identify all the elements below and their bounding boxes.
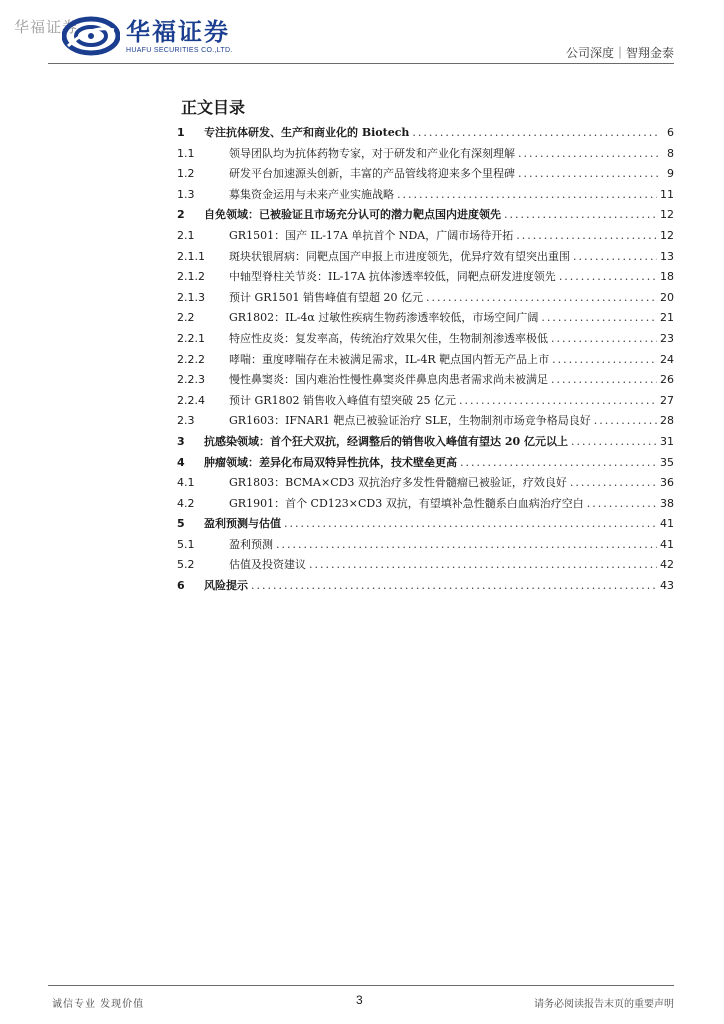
- toc-dot-leader: [309, 558, 657, 571]
- toc-entry[interactable]: [177, 474, 674, 495]
- toc-dot-leader: [459, 394, 657, 407]
- toc-entry-number: 2.2: [177, 311, 195, 325]
- toc-dot-leader: [559, 270, 657, 283]
- toc-entry-number: 4: [177, 455, 185, 469]
- toc-entry-number: 2.1.1: [177, 249, 205, 263]
- header-divider: [48, 63, 674, 64]
- toc-dot-leader: [397, 188, 657, 201]
- toc-entry-title[interactable]: 盈利预测与估值: [204, 517, 281, 531]
- toc-entry-page[interactable]: 41: [660, 517, 674, 531]
- toc-dot-leader: [504, 208, 657, 221]
- toc-entry-number: 5: [177, 517, 185, 531]
- toc-dot-leader: [460, 456, 657, 469]
- toc-entry-title[interactable]: GR1603：IFNAR1 靶点已被验证治疗 SLE，生物制剂市场竞争格局良好: [229, 414, 591, 428]
- toc-dot-leader: [570, 476, 657, 489]
- toc-dot-leader: [412, 126, 659, 139]
- toc-entry-title[interactable]: 斑块状银屑病：同靶点国产申报上市进度领先，优异疗效有望突出重围: [229, 249, 570, 263]
- toc-entry[interactable]: [177, 351, 674, 372]
- toc-dot-leader: [551, 332, 657, 345]
- toc-entry-number: 2.2.2: [177, 352, 205, 366]
- toc-entry-page[interactable]: 36: [660, 476, 674, 490]
- toc-entry-page[interactable]: 31: [660, 434, 674, 448]
- toc-entry-title[interactable]: 预计 GR1802 销售收入峰值有望突破 25 亿元: [229, 393, 457, 407]
- toc-entry-page[interactable]: 23: [660, 331, 674, 345]
- footer-divider: [48, 985, 674, 986]
- toc-entry[interactable]: [177, 577, 674, 598]
- swirl-logo-icon: [62, 16, 120, 56]
- toc-entry-page[interactable]: 13: [660, 249, 674, 263]
- toc-entry[interactable]: [177, 248, 674, 269]
- toc-entry-page[interactable]: 8: [667, 146, 674, 160]
- toc-entry-title[interactable]: 预计 GR1501 销售峰值有望超 20 亿元: [229, 290, 424, 304]
- page-number: 3: [356, 993, 363, 1007]
- toc-entry-title[interactable]: 专注抗体研发、生产和商业化的 Biotech: [204, 126, 410, 139]
- toc-entry-number: 5.2: [177, 558, 195, 572]
- toc-entry-title[interactable]: GR1901：首个 CD123×CD3 双抗，有望填补急性髓系白血病治疗空白: [229, 496, 584, 510]
- toc-dot-leader: [573, 250, 657, 263]
- toc-dot-leader: [551, 373, 657, 386]
- toc-entry-title[interactable]: 领导团队均为抗体药物专家，对于研发和产业化有深刻理解: [229, 146, 515, 160]
- toc-dot-leader: [284, 517, 657, 530]
- toc-entry[interactable]: [177, 371, 674, 392]
- toc-entry[interactable]: [177, 330, 674, 351]
- toc-entry-title[interactable]: 特应性皮炎：复发率高，传统治疗效果欠佳，生物制剂渗透率极低: [229, 331, 548, 345]
- logo-name-en: HUAFU SECURITIES CO.,LTD.: [126, 46, 233, 54]
- toc-title: 正文目录: [181, 98, 246, 117]
- toc-entry-title[interactable]: 盈利预测: [229, 537, 273, 551]
- toc-entry-number: 1.1: [177, 146, 195, 160]
- toc-entry-title[interactable]: GR1803：BCMA×CD3 双抗治疗多发性骨髓瘤已被验证，疗效良好: [229, 476, 567, 490]
- toc-entry-number: 1.2: [177, 167, 195, 181]
- toc-dot-leader: [571, 435, 657, 448]
- toc-entry[interactable]: [177, 206, 674, 227]
- toc-entry-number: 2.1.3: [177, 290, 205, 304]
- toc-dot-leader: [276, 538, 657, 551]
- toc-entry[interactable]: [177, 412, 674, 433]
- toc-entry-page[interactable]: 43: [660, 579, 674, 593]
- toc-dot-leader: [541, 311, 657, 324]
- toc-entry-number: 2.2.1: [177, 331, 205, 345]
- toc-entry-page[interactable]: 27: [660, 393, 674, 407]
- toc-entry-number: 5.1: [177, 537, 195, 551]
- toc-entry[interactable]: [177, 495, 674, 516]
- toc-entry[interactable]: [177, 556, 674, 577]
- toc-dot-leader: [426, 291, 657, 304]
- table-of-contents: [177, 124, 674, 598]
- toc-entry-number: 2.1.2: [177, 270, 205, 284]
- toc-entry-page[interactable]: 20: [660, 290, 674, 304]
- toc-entry-page[interactable]: 9: [667, 167, 674, 181]
- toc-entry-title[interactable]: 抗感染领域：首个狂犬双抗，经调整后的销售收入峰值有望达 20 亿元以上: [204, 434, 568, 448]
- toc-entry-title[interactable]: 估值及投资建议: [229, 558, 306, 572]
- toc-dot-leader: [518, 147, 659, 160]
- toc-entry-page[interactable]: 26: [660, 373, 674, 387]
- toc-entry-title[interactable]: GR1802：IL-4α 过敏性疾病生物药渗透率较低，市场空间广阔: [229, 311, 539, 325]
- toc-entry[interactable]: [177, 289, 674, 310]
- toc-entry-number: 2: [177, 208, 185, 222]
- toc-entry-number: 1.3: [177, 187, 195, 201]
- toc-dot-leader: [552, 353, 657, 366]
- toc-dot-leader: [587, 497, 657, 510]
- toc-entry[interactable]: [177, 309, 674, 330]
- toc-entry-page[interactable]: 11: [660, 187, 674, 201]
- toc-entry[interactable]: [177, 536, 674, 557]
- report-category: 公司深度｜智翔金泰: [565, 46, 674, 60]
- toc-entry-title[interactable]: 自免领域：已被验证且市场充分认可的潜力靶点国内进度领先: [204, 208, 501, 222]
- toc-entry-title[interactable]: 风险提示: [204, 579, 248, 593]
- toc-dot-leader: [518, 167, 659, 180]
- toc-entry-page[interactable]: 35: [660, 455, 674, 469]
- toc-entry[interactable]: [177, 392, 674, 413]
- toc-entry[interactable]: [177, 268, 674, 289]
- toc-entry[interactable]: [177, 433, 674, 454]
- toc-dot-leader: [594, 414, 657, 427]
- toc-dot-leader: [516, 229, 657, 242]
- toc-entry-page[interactable]: 41: [660, 537, 674, 551]
- toc-entry[interactable]: [177, 186, 674, 207]
- footer-disclaimer: 请务必阅读报告末页的重要声明: [534, 999, 674, 1010]
- footer-slogan: 诚信专业 发现价值: [52, 999, 145, 1010]
- toc-entry-page[interactable]: 21: [660, 311, 674, 325]
- toc-entry-title[interactable]: GR1501：国产 IL-17A 单抗首个 NDA，广阔市场待开拓: [229, 228, 514, 242]
- toc-entry-number: 3: [177, 434, 185, 448]
- toc-entry-number: 2.3: [177, 414, 195, 428]
- toc-entry[interactable]: [177, 145, 674, 166]
- toc-entry-number: 1: [177, 126, 185, 139]
- toc-entry-number: 2.2.3: [177, 373, 205, 387]
- toc-entry-number: 6: [177, 579, 185, 593]
- toc-entry-page[interactable]: 18: [660, 270, 674, 284]
- toc-entry[interactable]: [177, 165, 674, 186]
- toc-entry[interactable]: [177, 227, 674, 248]
- toc-entry-title[interactable]: 中轴型脊柱关节炎：IL-17A 抗体渗透率较低，同靶点研发进度领先: [229, 270, 556, 284]
- toc-entry-page[interactable]: 24: [660, 352, 674, 366]
- toc-entry-number: 2.2.4: [177, 393, 205, 407]
- logo-name-cn: 华福证券: [126, 17, 230, 46]
- toc-entry[interactable]: [177, 124, 674, 145]
- toc-entry-title[interactable]: 哮喘：重度哮喘存在未被满足需求，IL-4R 靶点国内暂无产品上市: [229, 352, 550, 366]
- watermark: 华福证券: [14, 18, 79, 36]
- toc-entry-page[interactable]: 12: [660, 228, 674, 242]
- toc-entry[interactable]: [177, 454, 674, 475]
- toc-entry-page[interactable]: 12: [660, 208, 674, 222]
- toc-entry-page[interactable]: 38: [660, 496, 674, 510]
- toc-entry-title[interactable]: 募集资金运用与未来产业实施战略: [229, 187, 394, 201]
- toc-entry[interactable]: [177, 515, 674, 536]
- toc-entry-title[interactable]: 研发平台加速源头创新，丰富的产品管线将迎来多个里程碑: [229, 167, 515, 181]
- toc-entry-page[interactable]: 42: [660, 558, 674, 572]
- toc-entry-title[interactable]: 慢性鼻窦炎：国内难治性慢性鼻窦炎伴鼻息肉患者需求尚未被满足: [229, 373, 548, 387]
- toc-entry-page[interactable]: 28: [660, 414, 674, 428]
- toc-entry-number: 4.2: [177, 496, 195, 510]
- toc-entry-number: 4.1: [177, 476, 195, 490]
- company-logo: [62, 14, 233, 58]
- toc-entry-number: 2.1: [177, 228, 195, 242]
- toc-dot-leader: [251, 579, 657, 592]
- toc-entry-page[interactable]: 6: [667, 126, 674, 139]
- toc-entry-title[interactable]: 肿瘤领域：差异化布局双特异性抗体，技术壁垒更高: [204, 455, 457, 469]
